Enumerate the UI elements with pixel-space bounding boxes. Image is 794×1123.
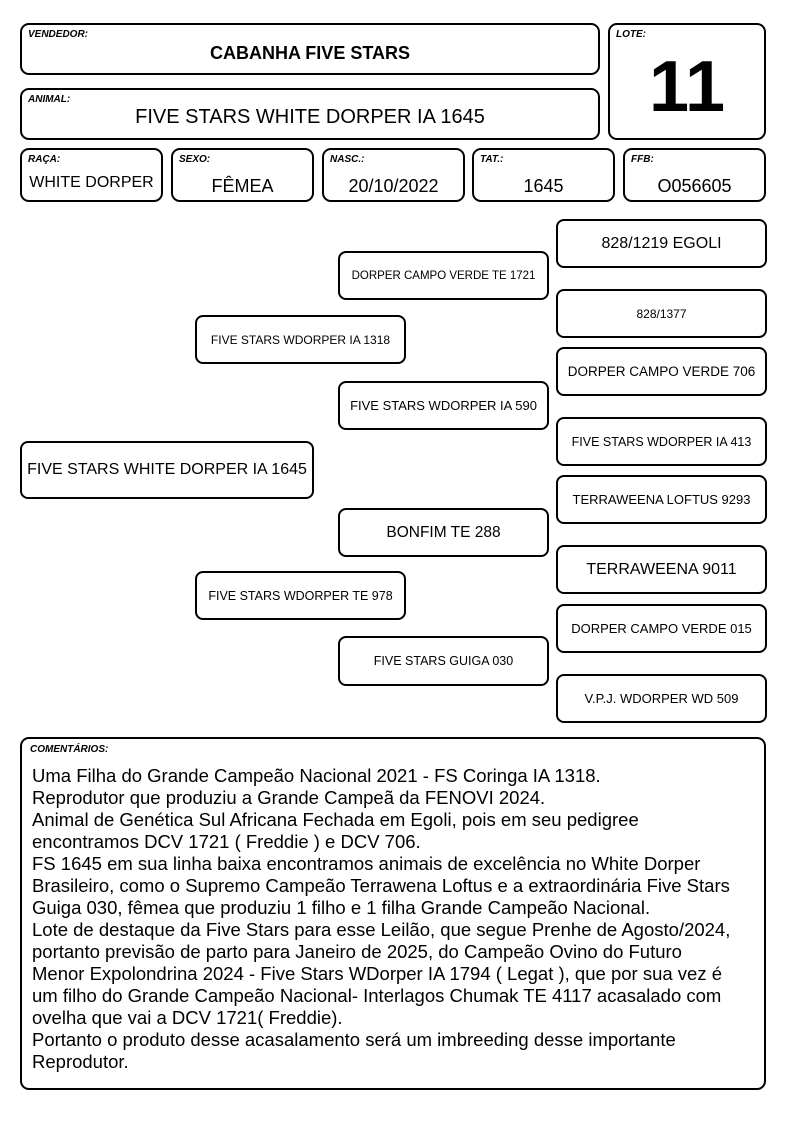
- ffb-box: [623, 148, 766, 202]
- animal-box: [20, 88, 600, 140]
- comment-line: Reprodutor.: [32, 1051, 129, 1072]
- pedigree-animal: FIVE STARS WHITE DORPER IA 1645: [20, 441, 314, 499]
- pedigree-ggp-8: V.P.J. WDORPER WD 509: [556, 674, 767, 723]
- sexo-value: FÊMEA: [211, 176, 274, 196]
- pedigree-sire: FIVE STARS WDORPER IA 1318: [195, 315, 406, 364]
- vendedor-label: VENDEDOR:: [28, 29, 89, 40]
- comment-line: Guiga 030, fêmea que produziu 1 filho e 1 filha Grande Campeão Nacional.: [32, 897, 651, 918]
- vendedor-box: [20, 23, 600, 75]
- animal-label: ANIMAL:: [28, 94, 71, 105]
- pedigree-dam-dam: FIVE STARS GUIGA 030: [338, 636, 549, 686]
- nasc-box: [322, 148, 465, 202]
- pedigree-dam-sire: BONFIM TE 288: [338, 508, 549, 557]
- comment-line: Brasileiro, como o Supremo Campeão Terrawena Loftus e a extraordinária Five Stars: [32, 875, 730, 896]
- pedigree-ggp-3: DORPER CAMPO VERDE 706: [556, 347, 767, 396]
- nasc-label: NASC.:: [330, 154, 365, 165]
- raca-value: WHITE DORPER: [29, 174, 154, 191]
- sexo-box: [171, 148, 314, 202]
- lote-value: 11: [648, 47, 726, 127]
- animal-value: FIVE STARS WHITE DORPER IA 1645: [135, 106, 485, 128]
- pedigree-ggp-4: FIVE STARS WDORPER IA 413: [556, 417, 767, 466]
- lote-label: LOTE:: [616, 29, 646, 40]
- lote-box: [608, 23, 766, 140]
- pedigree-ggp-1: 828/1219 EGOLI: [556, 219, 767, 268]
- pedigree-ggp-5: TERRAWEENA LOFTUS 9293: [556, 475, 767, 524]
- comment-line: Reprodutor que produziu a Grande Campeã da FENOVI 2024.: [32, 787, 546, 808]
- comment-line: portanto previsão de parto para Janeiro de 2025, do Campeão Ovino do Futuro: [32, 941, 682, 962]
- nasc-value: 20/10/2022: [348, 176, 439, 196]
- comment-line: Animal de Genética Sul Africana Fechada em Egoli, pois em seu pedigree: [32, 809, 639, 830]
- pedigree-ggp-7: DORPER CAMPO VERDE 015: [556, 604, 767, 653]
- comment-line: Menor Expolondrina 2024 - Five Stars WDorper IA 1794 ( Legat ), que por sua vez é: [32, 963, 723, 984]
- comment-line: um filho do Grande Campeão Nacional- Interlagos Chumak TE 4117 acasalado com: [32, 985, 722, 1006]
- tat-label: TAT.:: [480, 154, 504, 165]
- sexo-label: SEXO:: [179, 154, 211, 165]
- pedigree-ggp-2: 828/1377: [556, 289, 767, 338]
- comments-text: [32, 765, 756, 1073]
- comment-line: Uma Filha do Grande Campeão Nacional 2021 - FS Coringa IA 1318.: [32, 765, 601, 786]
- ffb-value: O056605: [657, 176, 732, 196]
- comment-line: ovelha que vai a DCV 1721( Freddie).: [32, 1007, 343, 1028]
- tat-value: 1645: [523, 176, 564, 196]
- ffb-label: FFB:: [631, 154, 654, 165]
- vendedor-value: CABANHA FIVE STARS: [209, 43, 410, 63]
- comment-line: Lote de destaque da Five Stars para esse Leilão, que segue Prenhe de Agosto/2024,: [32, 919, 731, 940]
- pedigree-sire-dam: FIVE STARS WDORPER IA 590: [338, 381, 549, 430]
- pedigree-ggp-6: TERRAWEENA 9011: [556, 545, 767, 594]
- comments-label: COMENTÁRIOS:: [30, 744, 109, 755]
- comment-line: encontramos DCV 1721 ( Freddie ) e DCV 706.: [32, 831, 421, 852]
- pedigree-sire-sire: DORPER CAMPO VERDE TE 1721: [338, 251, 549, 300]
- comment-line: Portanto o produto desse acasalamento será um imbreeding desse importante: [32, 1029, 676, 1050]
- comment-line: FS 1645 em sua linha baixa encontramos animais de excelência no White Dorper: [32, 853, 701, 874]
- pedigree-dam: FIVE STARS WDORPER TE 978: [195, 571, 406, 620]
- raca-box: [20, 148, 163, 202]
- tat-box: [472, 148, 615, 202]
- comments-box: [20, 737, 766, 1090]
- raca-label: RAÇA:: [28, 154, 61, 165]
